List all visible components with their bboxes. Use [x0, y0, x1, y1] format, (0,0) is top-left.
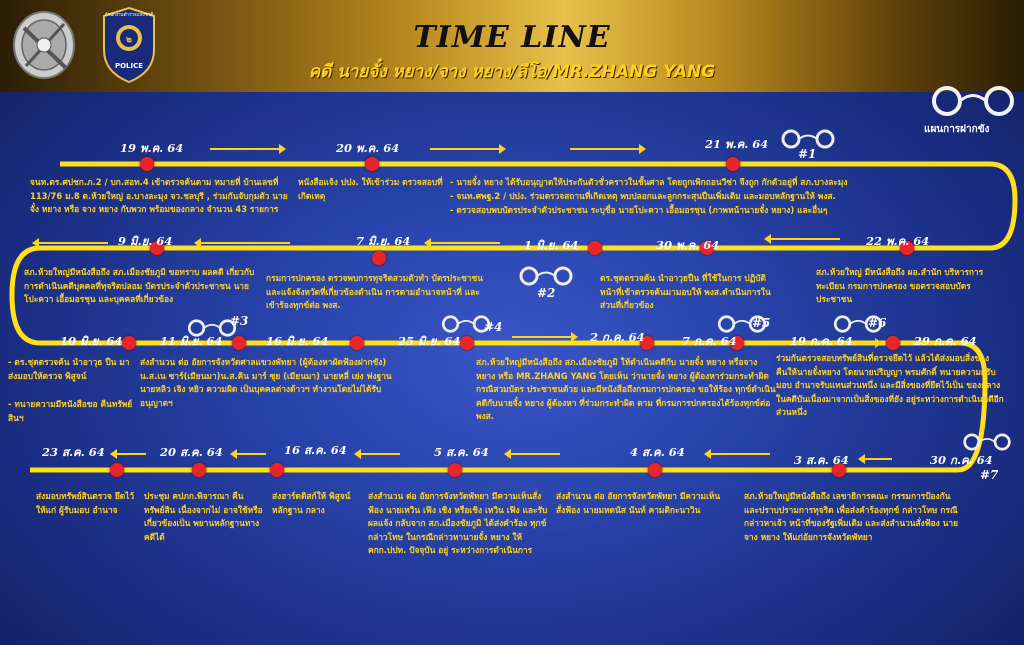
- arrow-right-icon: [430, 148, 500, 150]
- date-label: 2 ก.ค. 64: [590, 330, 645, 344]
- arrow-left-icon: [360, 453, 400, 455]
- event-text: ส่งฮาร์ดดิสก์ให้ พิสูจน์หลักฐาน กลาง: [272, 491, 351, 515]
- event-text: กรมการปกครอง ตรวจพบการทุจริตสวมตัวทำ บัตรประชาชน และแจ้งจังหวัดที่เกี่ยวข้องดำเนิน การตามอำนาจหน้าที่ และเข้าร้องทุกข์ต่อ พงส.: [266, 273, 483, 310]
- page-title: TIME LINE: [413, 20, 611, 55]
- date-label: 1 มิ.ย. 64: [524, 238, 579, 252]
- event-text: สภ.ห้วยใหญ่มีหนังสือถึง เลขาธิการคณะ กรรมการป้องกันและปราบปรามการทุจริต เพื่อส่งคำร้องทุกข์ กล่าวโทษ กรณีกล่าวหาเจ้า หน้าที่ของรัฐเพิ่มเติม และส่งสำนวนสั่งฟ้อง นาย จาง หยาง ให้แก่อัยการจังหวัดพัทยา: [744, 491, 958, 542]
- handcuffs-icon: [962, 432, 1012, 452]
- timeline-dot: [122, 336, 136, 350]
- handcuffs-icon: [518, 265, 574, 287]
- event-text: ส่งสำนวน ต่อ อัยการจังหวัดศาลแขวงพัทยา (ผู้ต้องหาผัดฟ้องฝากขัง) น.ส.เน ซาร์(เมียนมา)น.ส.คิน มาร์ ซุย (เมียนมา) นายหลี่ เย่ง ฟงฐาน นายหลิว เจิง หยิว ความผิด เป็นบุคคลต่างด้าวฯ ทำงานโดยไม่ได้รับอนุญาตฯ: [140, 357, 392, 408]
- custody-tag: #1: [798, 147, 817, 161]
- event-text: ส่งมอบทรัพย์สินตรวจ ยึดไว้ ให้แก่ ผู้รับมอบ อำนาจ: [36, 491, 135, 515]
- date-label: 9 มิ.ย. 64: [118, 234, 173, 248]
- timeline-dot: [140, 157, 154, 171]
- date-label: 19 ก.ค. 64: [790, 334, 853, 348]
- custody-tag: #7: [980, 468, 999, 482]
- timeline-dot: [726, 157, 740, 171]
- timeline-dot: [110, 463, 124, 477]
- timeline-dot: [365, 157, 379, 171]
- custody-tag: #3: [230, 314, 249, 328]
- date-label: 19 พ.ค. 64: [120, 141, 184, 155]
- event-text: ส่งสำนวน ต่อ อัยการจังหวัดพัทยา มีความเห็นสั่งฟ้อง นายมหดนัส นันท์ คามดิกะนาวิน: [556, 491, 721, 515]
- date-label: 20 พ.ค. 64: [336, 141, 400, 155]
- svg-text:POLICE: POLICE: [114, 62, 144, 70]
- date-label: 23 ส.ค. 64: [42, 445, 105, 459]
- date-label: 30 ก.ค. 64: [930, 453, 993, 467]
- event-text: - จนท.ศพฐ.2 / ปปง. ร่วมตรวจสถานที่เกิดเหตุ พบปลอกและลูกกระสุนปืนเพิ่มเติม และมอบหลักฐานให้ พงส.: [450, 191, 836, 201]
- date-label: 5 ส.ค. 64: [434, 445, 489, 459]
- event-text: - ตรวจสอบพบบัตรประจำตัวประชาชน ระบุชื่อ นายโปะควา เอื้อมอรชุน (ภาพหน้านายจั๋ง หยาง) และอื่นๆ: [450, 205, 828, 215]
- svg-text:๒: ๒: [126, 35, 132, 45]
- arrow-left-icon: [236, 453, 266, 455]
- event-text: ส่งสำนวน ต่อ อัยการจังหวัดพัทยา มีความเห็นสั่งฟ้อง นายเหวิน เฟิง เชิง หรือเชิง เหวิน เฟิง และรับผลแจ้ง กลับจาก สภ.เมืองชัยภูมิ ได้ส่งคำร้อง ทุกข์กล่าวโทษ ในกรณีกล่าวหานายจั๋ง หยาง ให้ คกก.ปปท. ปัจจุบัน อยู่ ระหว่างการดำเนินการ: [368, 491, 548, 555]
- arrow-left-icon: [430, 242, 500, 244]
- timeline-dot: [350, 336, 364, 350]
- arrow-left-icon: [770, 238, 840, 240]
- custody-tag: #6: [868, 316, 887, 330]
- custody-tag: #2: [537, 286, 556, 300]
- event-text: ร่วมกันตรวจสอบทรัพย์สินที่ตรวจยึดไว้ แล้วได้ส่งมอบสิ่งของคืนให้นายจั๋งหยาง โดยนายปริญญา พรมศักดิ์ ทนายความผู้รับมอบ อำนาจรับแทนส่วนหนึ่ง และมีสิ่งของที่ยึดไว้เป็น ของกลางในคดีบันเนื่องมาจากเป็นสิ่งของที่ยัง อยู่ระหว่างการดำเนินคดีอีกส่วนหนึ่ง: [776, 353, 1004, 417]
- event-text: สภ.ห้วยใหญ่มีหนังสือถึง สภ.เมืองชัยภูมิ ขอทราบ ผลคดี เกี่ยวกับการดำเนินคดีบุคคลที่ทุจริตปลอม บัตรประจำตัวประชาชน นายโปะควา เอื้อมอรชุน และบุคคลที่เกี่ยวข้อง: [24, 267, 255, 304]
- arrow-right-icon: [512, 336, 572, 338]
- date-label: 7 มิ.ย. 64: [356, 234, 411, 248]
- event-text: - ทนายความมีหนังสือขอ คืนทรัพย์สินฯ: [8, 399, 133, 423]
- handcuffs-icon: [930, 84, 1016, 118]
- date-label: 30 พ.ค. 64: [656, 238, 720, 252]
- timeline-dot: [886, 336, 900, 350]
- date-label: 10 มิ.ย. 64: [60, 334, 123, 348]
- page-subtitle: คดี นายจั๋ง หยาง/จาง หยาง/ลีโอ/MR.ZHANG YANG: [308, 62, 716, 82]
- arrow-left-icon: [510, 453, 560, 455]
- timeline-dot: [588, 241, 602, 255]
- timeline-dot: [448, 463, 462, 477]
- date-label: 21 พ.ค. 64: [705, 137, 769, 151]
- plan-label: แผนการฝากขัง: [924, 124, 990, 135]
- event-text: - ตร.ชุดตรวจค้น นำอาวุธ ปืน มาส่งมอบให้ตรวจ พิสูจน์: [8, 357, 130, 381]
- svg-text:สำนักงานตำรวจแห่งชาติ: สำนักงานตำรวจแห่งชาติ: [104, 13, 154, 18]
- custody-tag: #5: [752, 316, 771, 330]
- event-text: สภ.ห้วยใหญ่มีหนังสือถึง สภ.เมืองชัยภูมิ ให้ดำเนินคดีกับ นายจั๋ง หยาง หรือจาง หยาง หรือ MR.ZHANG YANG โดยเห็น ว่านายจั๋ง หยาง ผู้ต้องหาร่วมกระทำผิดกรณีสวมบัตร ประชาชนด้วย และมีหนังสือถึงกรมการปกครอง ขอให้ร้อง ทุกข์ดำเนินคดีกับนายจั๋ง หยาง ผู้ต้องหา ที่ร่วมกระทำผิด ตาม ที่กรมการปกครองได้ร้องทุกข์ต่อ พงส.: [476, 357, 776, 421]
- event-text: ประชุม คปภก.พิจารณา คืนทรัพย์สิน เนื่องจากไม่ อาจใช้หรือเกี่ยวข้องเป็น พยานหลักฐานทางคดีได้: [144, 491, 263, 542]
- arrow-left-icon: [116, 453, 146, 455]
- date-label: 22 พ.ค. 64: [866, 234, 930, 248]
- event-text: หนังสือแจ้ง ปปง. ให้เข้าร่วม ตรวจสอบที่เกิดเหตุ: [298, 177, 443, 201]
- event-text: จนท.ตร.ศปชก.ภ.2 / บก.สอท.4 เข้าตรวจค้นตาม หมายที่ บ้านเลขที่ 113/76 ม.8 ต.ห้วยใหญ่ อ.บางละมุง จว.ชลบุรี , ร่วมกันจับกุมตัว นายจั๋ง หยาง หรือ จาง หยาง กับพวก พร้อมของกลาง จำนวน 43 รายการ: [30, 177, 288, 214]
- date-label: 4 ส.ค. 64: [630, 445, 685, 459]
- timeline-dot: [192, 463, 206, 477]
- arrow-right-icon: [210, 148, 280, 150]
- date-label: 29 ก.ค. 64: [914, 334, 977, 348]
- timeline-dot: [232, 336, 246, 350]
- date-label: 7 ก.ค. 64: [682, 334, 737, 348]
- date-label: 16 ส.ค. 64: [284, 443, 347, 457]
- timeline-dot: [270, 463, 284, 477]
- arrow-left-icon: [200, 242, 290, 244]
- timeline-dot: [460, 336, 474, 350]
- arrow-left-icon: [864, 458, 892, 460]
- timeline-dot: [372, 251, 386, 265]
- arrow-left-icon: [38, 242, 108, 244]
- arrow-right-icon: [856, 342, 876, 344]
- date-label: 25 มิ.ย. 64: [398, 334, 461, 348]
- event-text: ตร.ชุดตรวจค้น นำอาวุธปืน ที่ใช้ในการ ปฏิบัติหน้าที่เข้าตรวจค้นมามอบให้ พงส.ดำเนินการในส่วนที่เกี่ยวข้อง: [600, 273, 771, 310]
- date-label: 3 ส.ค. 64: [794, 453, 849, 467]
- arrow-left-icon: [710, 453, 770, 455]
- date-label: 11 มิ.ย. 64: [160, 334, 223, 348]
- timeline-dot: [648, 463, 662, 477]
- date-label: 20 ส.ค. 64: [160, 445, 223, 459]
- event-text: สภ.ห้วยใหญ่ มีหนังสือถึง ผอ.สำนัก บริหารการทะเบียน กรมการปกครอง ขอตรวจสอบบัตรประชาชน: [816, 267, 984, 304]
- event-text: - นายจั๋ง หยาง ได้รับอนุญาตให้ประกันตัวชั่วคราวในชั้นศาล โดยถูกเพิกถอนวีซ่า จึงถูก กักตัวอยู่ที่ สภ.บางละมุง: [450, 177, 848, 187]
- arrow-right-icon: [570, 148, 640, 150]
- custody-tag: #4: [484, 320, 503, 334]
- date-label: 16 มิ.ย. 64: [266, 334, 329, 348]
